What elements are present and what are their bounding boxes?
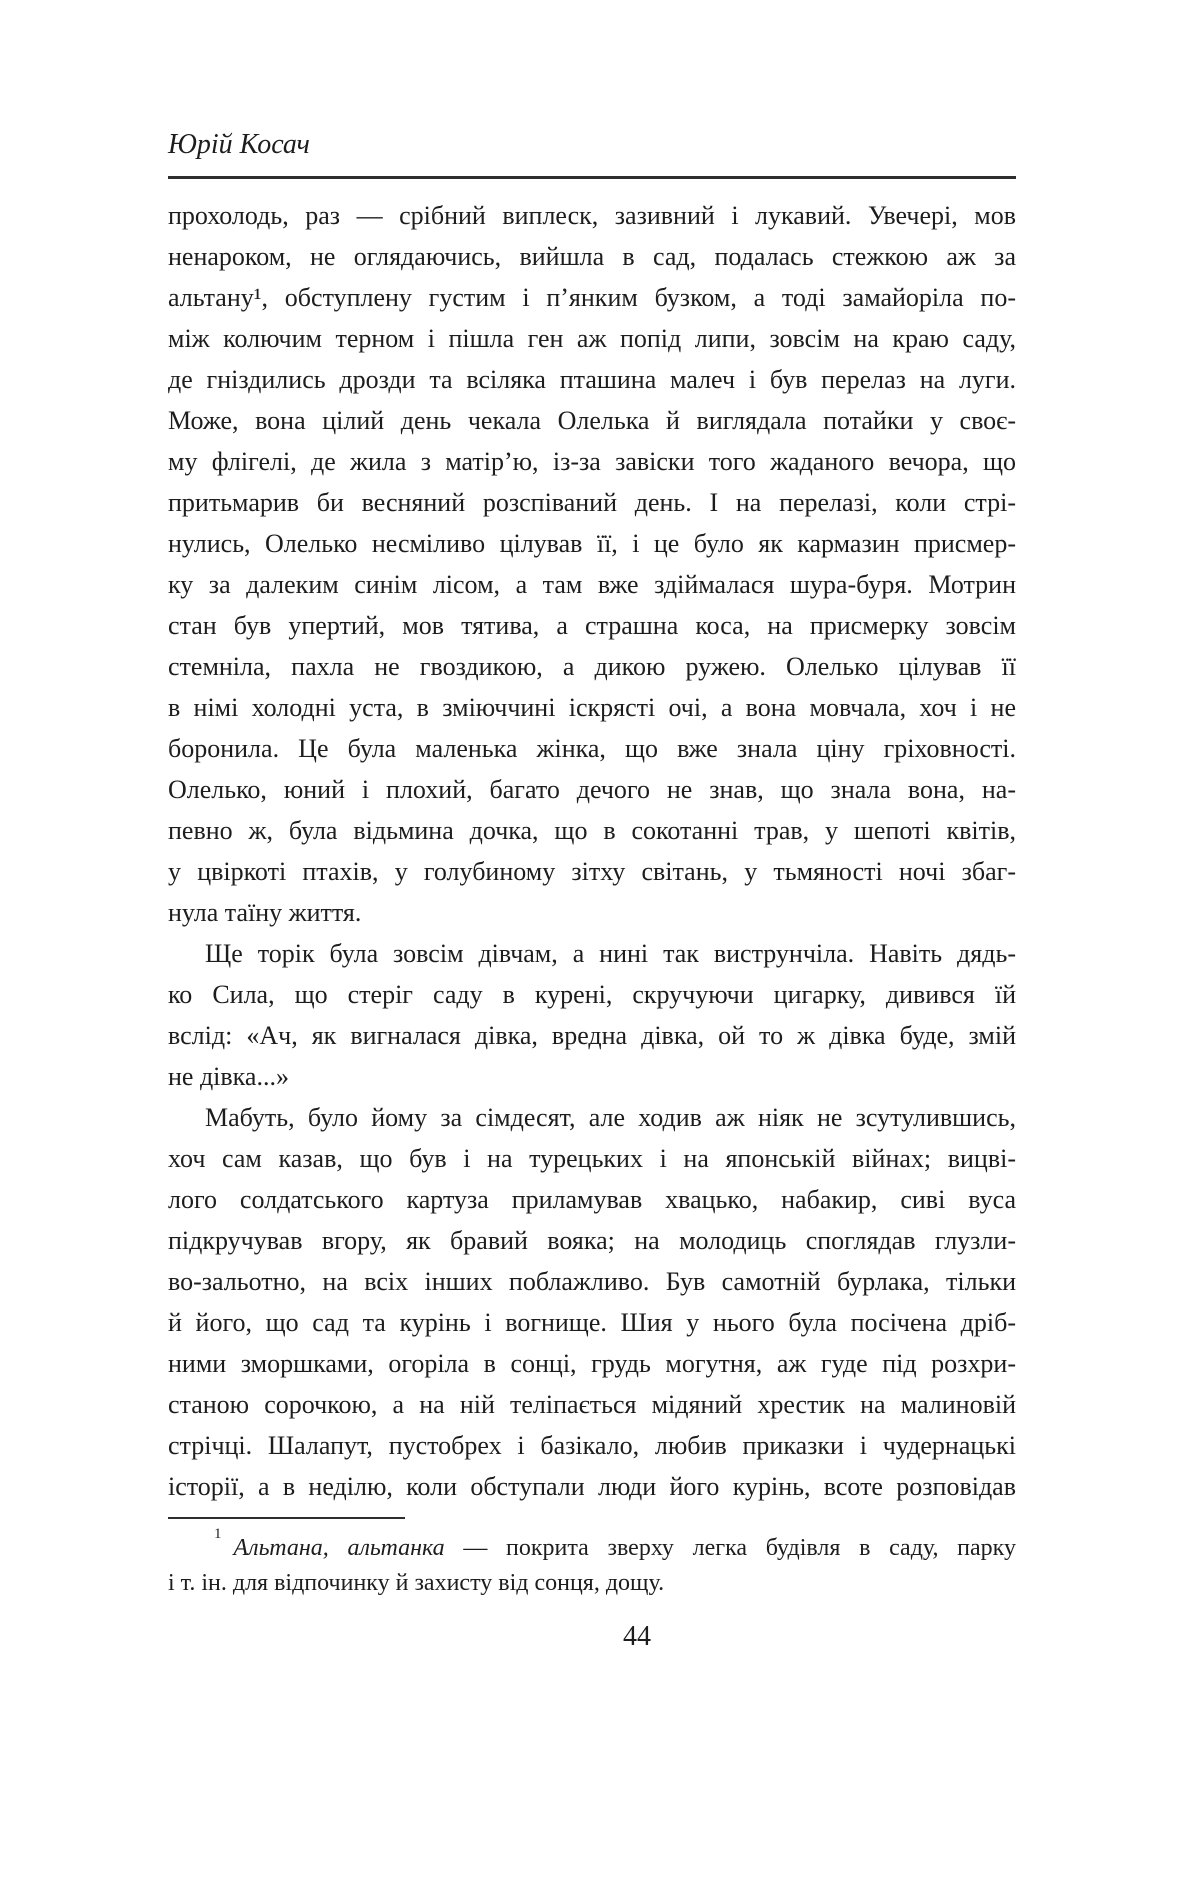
text-line: у цвіркоті птахів, у голубиному зітху світань, у тьмяності ночі збаг- xyxy=(168,857,1016,886)
running-header-author: Юрій Косач xyxy=(168,129,310,160)
text-line: не дівка...» xyxy=(168,1062,289,1091)
text-line: вслід: «Ач, як вигналася дівка, вредна дівка, ой то ж дівка буде, змій xyxy=(168,1021,1016,1050)
text-line: альтану¹, обступлену густим і п’янким бузком, а тоді замайоріла по- xyxy=(168,283,1016,312)
text-line: між колючим терном і пішла ген аж попід липи, зовсім на краю саду, xyxy=(168,324,1016,353)
text-line: ненароком, не оглядаючись, вийшла в сад, подалась стежкою аж за xyxy=(168,242,1016,271)
text-line: лого солдатського картуза приламував хвацько, набакир, сиві вуса xyxy=(168,1185,1016,1214)
text-line: боронила. Це була маленька жінка, що вже знала ціну гріховності. xyxy=(168,734,1016,763)
text-line: Може, вона цілий день чекала Олелька й виглядала потайки у своє- xyxy=(168,406,1016,435)
text-line: нулись, Олелько несміливо цілував її, і це було як кармазин присмер- xyxy=(168,529,1016,558)
page-number: 44 xyxy=(623,1621,651,1652)
text-line: стрічці. Шалапут, пустобрех і базікало, любив приказки і чудернацькі xyxy=(168,1431,1016,1460)
text-line: Олелько, юний і плохий, багато дечого не знав, що знала вона, на- xyxy=(168,775,1016,804)
footnote-line xyxy=(168,1526,1016,1566)
text-line: прохолодь, раз — срібний виплеск, зазивний і лукавий. Увечері, мов xyxy=(168,201,1016,230)
text-line: підкручував вгору, як бравий вояка; на молодиць споглядав глузли- xyxy=(168,1226,1016,1255)
footnote xyxy=(168,1526,1016,1601)
text-line: історії, а в неділю, коли обступали люди його курінь, всоте розповідав xyxy=(168,1472,1016,1501)
text-line: де гніздились дрозди та всіляка пташина малеч і був перелаз на луги. xyxy=(168,365,1016,394)
body-text xyxy=(168,195,1016,1507)
footnote-marker: 1 xyxy=(214,1526,222,1542)
text-line: стан був упертий, мов тятива, а страшна коса, на присмерку зовсім xyxy=(168,611,1016,640)
footnote-text: — покрита зверху легка будівля в саду, парку xyxy=(444,1535,1016,1561)
footnote-separator xyxy=(168,1517,405,1519)
text-line: й його, що сад та курінь і вогнище. Шия у нього була посічена дріб- xyxy=(168,1308,1016,1337)
text-line: Ще торік була зовсім дівчам, а нині так виструнчіла. Навіть дядь- xyxy=(205,939,1016,968)
footnote-term: Альтана, альтанка xyxy=(233,1535,445,1561)
book-page xyxy=(168,128,1016,1653)
text-line: певно ж, була відьмина дочка, що в сокотанні трав, у шепоті квітів, xyxy=(168,816,1016,845)
text-line: стемніла, пахла не гвоздикою, а дикою ружею. Олелько цілував її xyxy=(168,652,1016,681)
header-rule xyxy=(168,176,1016,179)
text-line: нула таїну життя. xyxy=(168,898,362,927)
text-line: ку за далеким синім лісом, а там вже здіймалася шура-буря. Мотрин xyxy=(168,570,1016,599)
text-line: во-зальотно, на всіх інших поблажливо. Був самотній бурлака, тільки xyxy=(168,1267,1016,1296)
text-line: Мабуть, було йому за сімдесят, але ходив аж ніяк не зсутулившись, xyxy=(205,1103,1016,1132)
text-line: притьмарив би весняний розспіваний день. І на перелазі, коли стрі- xyxy=(168,488,1016,517)
text-line: хоч сам казав, що був і на турецьких і на японській війнах; вицві- xyxy=(168,1144,1016,1173)
text-line: в німі холодні уста, в зміюччині іскрясті очі, а вона мовчала, хоч і не xyxy=(168,693,1016,722)
text-line: му флігелі, де жила з матір’ю, із-за завіски того жаданого вечора, що xyxy=(168,447,1016,476)
footnote-line: і т. ін. для відпочинку й захисту від сонця, дощу. xyxy=(168,1570,665,1596)
text-line: станою сорочкою, а на ній теліпається мідяний хрестик на малиновій xyxy=(168,1390,1016,1419)
text-line: ко Сила, що стеріг саду в курені, скручуючи цигарку, дивився їй xyxy=(168,980,1016,1009)
text-line: ними зморшками, огоріла в сонці, грудь могутня, аж гуде під розхри- xyxy=(168,1349,1016,1378)
